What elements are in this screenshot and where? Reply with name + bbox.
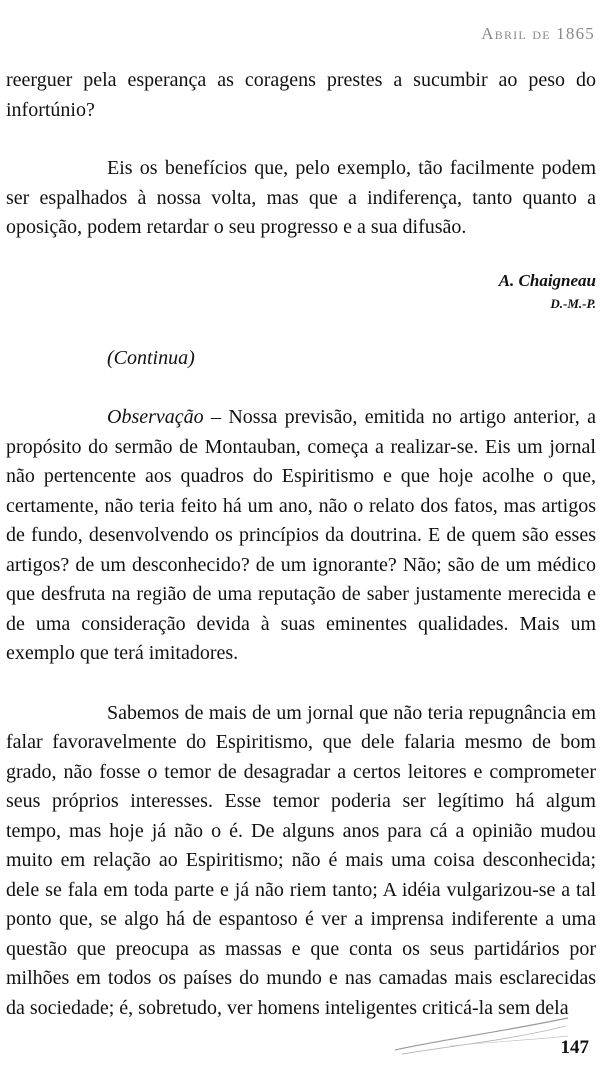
paragraph-observation <box>6 403 596 669</box>
paragraph-newspapers: Sabemos de mais de um jornal que não teria repugnância em falar favoravelmente do Espiritismo, que dele falaria mesmo de bom grado, não fosse o temor de desagradar a certos leitores e comprometer seus próprios interesses. Esse temor poderia ser legítimo há algum tempo, mas hoje já não o é. De alguns anos para cá a opinião mudou muito em relação ao Espiritismo; não é mais uma coisa desconhecida; dele se fala em toda parte e já não riem tanto; A idéia vulgarizou-se a tal ponto que, se algo há de espantoso é ver a imprensa indiferente a uma questão que preocupa as massas e que conta os seus partidários por milhões em todos os países do mundo e nas camadas mais esclarecidas da sociedade; é, sobretudo, ver homens inteligentes criticá-la sem dela <box>6 701 596 1019</box>
observation-text: – Nossa previsão, emitida no artigo anterior, a propósito do sermão de Montauban, começa a realizar-se. Eis um jornal não pertencente aos quadros do Espiritismo e que hoje acolhe o que, certamente, não teria feito há um ano, não o relato dos fatos, mas artigos de fundo, desenvolvendo os princípios da doutrina. E de quem são esses artigos? de um desconhecido? de um ignorante? Não; são de um médico que desfruta na região de uma reputação de saber justamente merecida e de uma consideração devida à suas eminentes qualidades. Mais um exemplo que terá imitadores. <box>6 406 596 664</box>
page-body <box>6 66 596 1023</box>
paragraph-benefits: Eis os benefícios que, pelo exemplo, tão facilmente podem ser espalhados à nossa volta, mas que a indiferença, tanto quanto a oposição, podem retardar o seu progresso e a sua difusão. <box>6 157 596 238</box>
paragraph-continuation: reerguer pela esperança as coragens prestes a sucumbir ao peso do infortúnio? <box>6 69 596 121</box>
footer-swoosh-ornament <box>390 1010 570 1060</box>
page-number: 147 <box>560 1037 589 1058</box>
observation-label: Observação <box>107 406 204 428</box>
running-head: Abril de 1865 <box>481 24 595 43</box>
signature-title: D.-M.-P. <box>550 295 596 311</box>
signature-name: A. Chaigneau <box>498 270 596 290</box>
continua-note: (Continua) <box>107 346 195 369</box>
